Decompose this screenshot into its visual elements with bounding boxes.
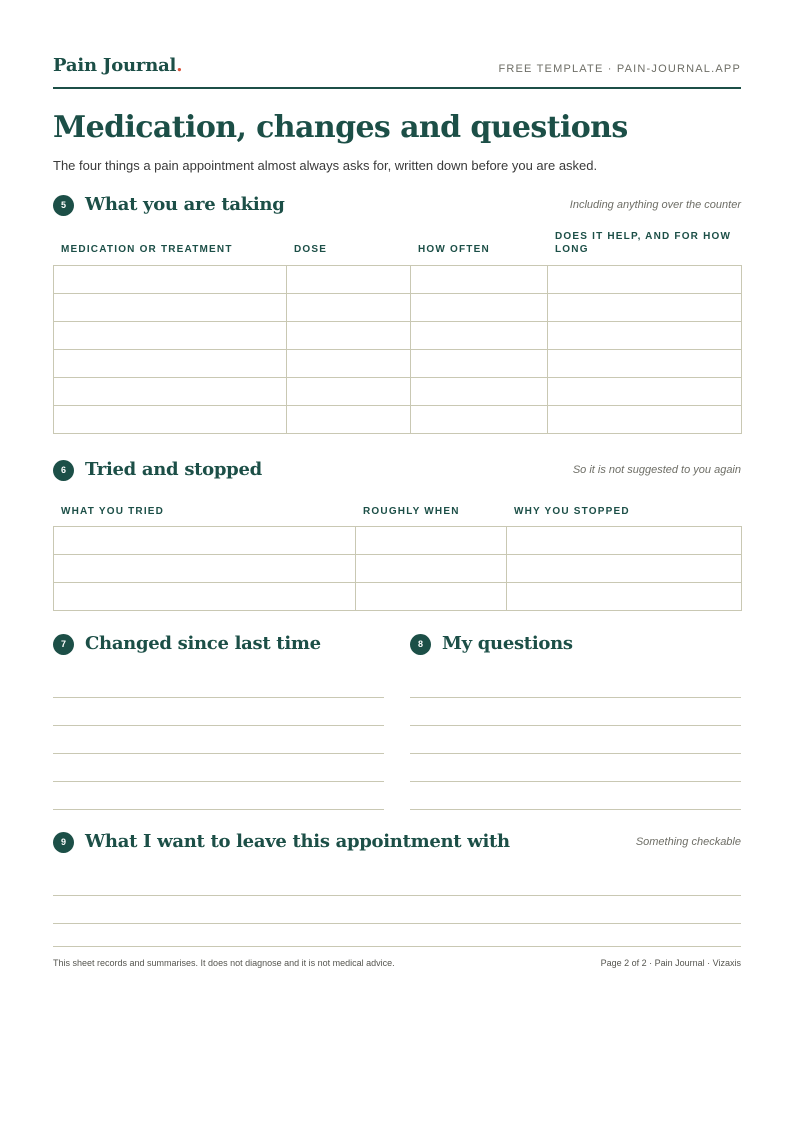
section-number-badge: 9 (53, 832, 74, 853)
table-cell[interactable] (54, 350, 287, 378)
writing-line[interactable] (53, 753, 384, 754)
table-cell[interactable] (548, 406, 742, 434)
table-cell[interactable] (548, 294, 742, 322)
section-changed-header (53, 633, 384, 657)
table-row (54, 266, 742, 294)
footer-page-info: Page 2 of 2 · Pain Journal · Vizaxis (600, 958, 741, 968)
writing-line[interactable] (410, 697, 741, 698)
writing-line[interactable] (410, 753, 741, 754)
table-cell[interactable] (411, 350, 548, 378)
table-row (54, 350, 742, 378)
writing-line[interactable] (53, 725, 384, 726)
table-cell[interactable] (54, 555, 356, 583)
footer-disclaimer: This sheet records and summarises. It does not diagnose and it is not medical advice. (53, 958, 395, 968)
table-cell[interactable] (548, 322, 742, 350)
column-header-does-it-help: DOES IT HELP, AND FOR HOW LONG (555, 231, 732, 255)
column-header-what-you-tried: WHAT YOU TRIED (61, 506, 165, 517)
section-note: So it is not suggested to you again (572, 464, 741, 476)
section-questions-header (410, 633, 741, 657)
writing-line[interactable] (53, 923, 741, 924)
table-cell[interactable] (356, 583, 507, 611)
table-row (54, 555, 742, 583)
section-note: Something checkable (635, 836, 741, 848)
table-cell[interactable] (287, 266, 411, 294)
section-number-badge: 5 (53, 195, 74, 216)
table-cell[interactable] (287, 378, 411, 406)
stopped-table (53, 526, 742, 611)
column-header-why-you-stopped: WHY YOU STOPPED (514, 506, 630, 517)
section-note: Including anything over the counter (569, 199, 741, 211)
table-row (54, 527, 742, 555)
table-cell[interactable] (287, 294, 411, 322)
table-cell[interactable] (54, 294, 287, 322)
section-title: Tried and stopped (85, 459, 262, 480)
column-header-medication: MEDICATION OR TREATMENT (61, 244, 233, 255)
section-number-badge: 7 (53, 634, 74, 655)
table-row (54, 322, 742, 350)
writing-line[interactable] (410, 725, 741, 726)
table-cell[interactable] (54, 378, 287, 406)
section-title: What you are taking (85, 194, 285, 215)
footer-divider (53, 946, 741, 947)
section-title: My questions (442, 633, 573, 654)
section-number-badge: 8 (410, 634, 431, 655)
medication-table (53, 265, 742, 434)
page-subtitle: The four things a pain appointment almost always asks for, written down before you are asked. (53, 158, 598, 173)
table-cell[interactable] (411, 294, 548, 322)
section-title: What I want to leave this appointment with (85, 831, 510, 852)
writing-line[interactable] (53, 697, 384, 698)
table-cell[interactable] (411, 406, 548, 434)
column-header-roughly-when: ROUGHLY WHEN (363, 506, 460, 517)
brand-dot: . (176, 55, 183, 76)
brand-name: Pain Journal (53, 55, 177, 76)
section-taking-header (53, 194, 741, 218)
column-header-how-often: HOW OFTEN (418, 244, 490, 255)
table-cell[interactable] (548, 266, 742, 294)
table-cell[interactable] (54, 266, 287, 294)
table-cell[interactable] (411, 378, 548, 406)
table-cell[interactable] (287, 350, 411, 378)
writing-line[interactable] (53, 781, 384, 782)
table-row (54, 406, 742, 434)
table-cell[interactable] (287, 406, 411, 434)
table-cell[interactable] (356, 555, 507, 583)
writing-line[interactable] (53, 809, 384, 810)
brand-logo (53, 55, 182, 76)
table-cell[interactable] (548, 350, 742, 378)
table-row (54, 583, 742, 611)
table-cell[interactable] (507, 527, 742, 555)
table-cell[interactable] (411, 266, 548, 294)
section-title: Changed since last time (85, 633, 321, 654)
table-cell[interactable] (356, 527, 507, 555)
table-cell[interactable] (54, 406, 287, 434)
table-cell[interactable] (507, 583, 742, 611)
section-leave-header (53, 831, 741, 855)
writing-line[interactable] (410, 781, 741, 782)
table-cell[interactable] (548, 378, 742, 406)
writing-line[interactable] (410, 809, 741, 810)
header-divider (53, 87, 741, 89)
page-title: Medication, changes and questions (53, 110, 628, 145)
column-header-dose: DOSE (294, 244, 328, 255)
table-row (54, 294, 742, 322)
table-cell[interactable] (411, 322, 548, 350)
table-cell[interactable] (54, 322, 287, 350)
writing-line[interactable] (53, 895, 741, 896)
table-cell[interactable] (54, 527, 356, 555)
section-stopped-header (53, 459, 741, 483)
table-cell[interactable] (54, 583, 356, 611)
table-cell[interactable] (507, 555, 742, 583)
table-row (54, 378, 742, 406)
section-number-badge: 6 (53, 460, 74, 481)
table-cell[interactable] (287, 322, 411, 350)
header-tagline: FREE TEMPLATE · PAIN-JOURNAL.APP (498, 63, 741, 75)
